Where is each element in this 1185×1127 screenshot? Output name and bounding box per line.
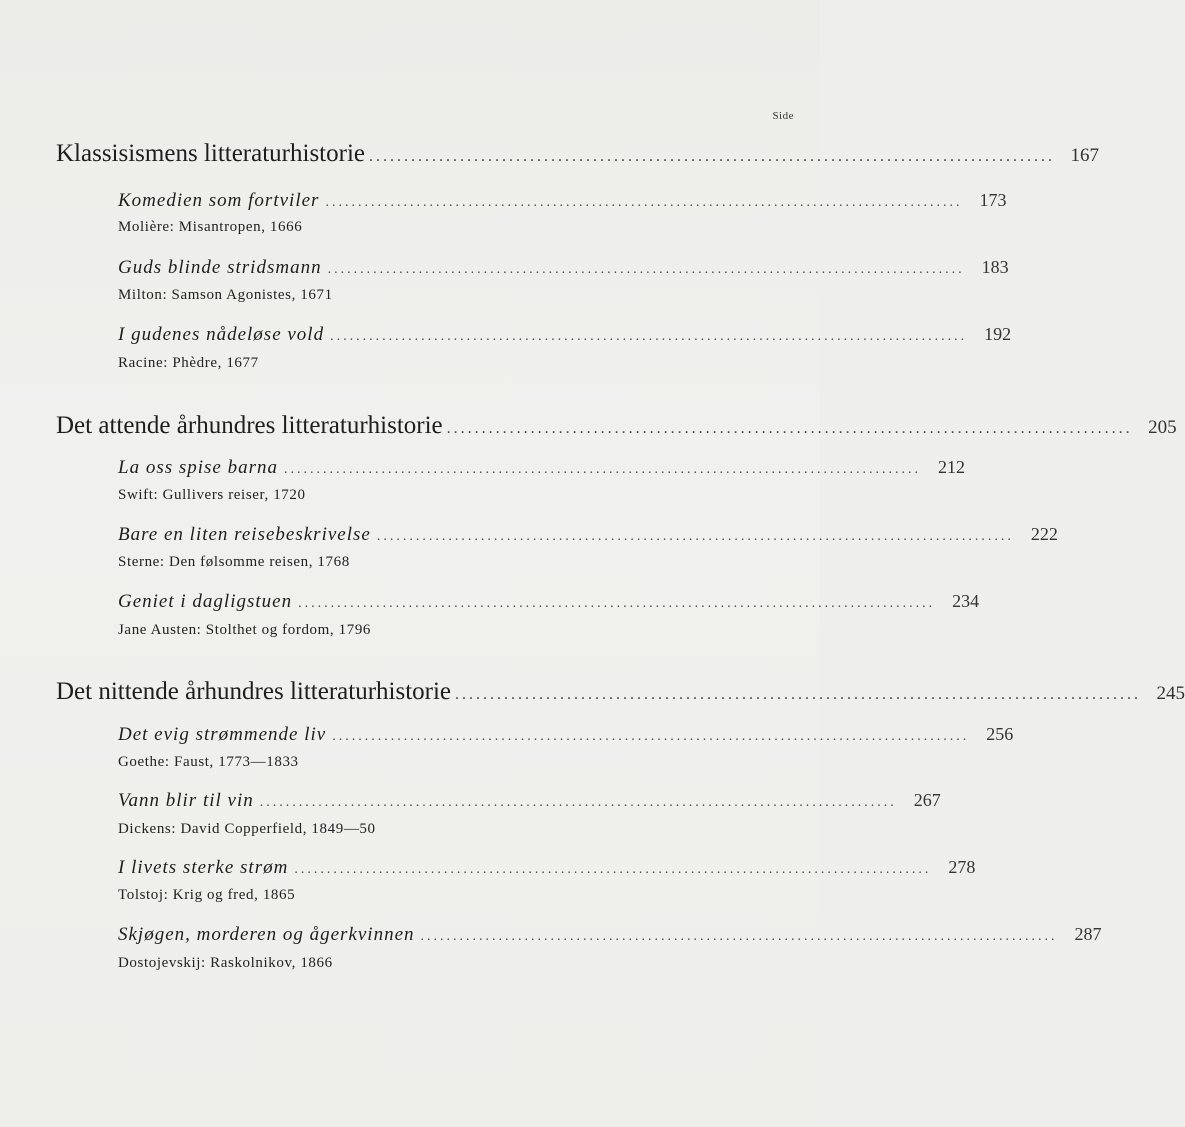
entry-page-number: 192 xyxy=(984,324,1012,344)
entry-page-number: 256 xyxy=(986,724,1014,744)
entry-page-number: 267 xyxy=(913,790,941,810)
section-heading-attende xyxy=(56,412,1177,448)
entry-page-number: 222 xyxy=(1030,524,1058,544)
section-title: Det nittende århundres litteraturhistorie xyxy=(56,678,452,705)
section-heading-nittende xyxy=(56,678,1185,714)
section-page-number: 167 xyxy=(1070,145,1099,166)
dot-leader: .................................................................................................. xyxy=(325,195,963,210)
section-title: Klassisismens litteraturhistorie xyxy=(56,140,365,167)
entry-source: Dostojevskij: Raskolnikov, 1866 xyxy=(118,955,333,971)
dot-leader: .................................................................................................. xyxy=(446,420,1133,437)
entry-page-number: 287 xyxy=(1074,924,1102,944)
entry-page-number: 183 xyxy=(981,257,1009,277)
entry-title: Geniet i dagligstuen xyxy=(118,591,293,612)
entry-page-number: 212 xyxy=(938,457,965,477)
entry-page-number: 278 xyxy=(948,857,976,877)
entry-title: Guds blinde stridsmann xyxy=(118,257,322,278)
section-title: Det attende århundres litteraturhistorie xyxy=(56,412,443,439)
toc-entry xyxy=(118,857,976,883)
section-page-number: 245 xyxy=(1156,683,1185,704)
entry-title: La oss spise barna xyxy=(118,457,278,478)
entry-source: Molière: Misantropen, 1666 xyxy=(118,219,303,235)
toc-entry xyxy=(118,591,980,617)
dot-leader: .................................................................................................. xyxy=(298,596,936,611)
toc-entry xyxy=(118,924,1102,950)
entry-page-number: 173 xyxy=(979,190,1007,210)
entry-title: Skjøgen, morderen og ågerkvinnen xyxy=(118,924,415,945)
entry-source: Racine: Phèdre, 1677 xyxy=(118,355,259,371)
dot-leader: .................................................................................................. xyxy=(420,929,1058,944)
entry-source: Milton: Samson Agonistes, 1671 xyxy=(118,287,333,303)
toc-entry xyxy=(118,457,965,483)
entry-title: I livets sterke strøm xyxy=(118,857,289,878)
dot-leader: .................................................................................................. xyxy=(332,729,970,744)
dot-leader: .................................................................................................. xyxy=(330,329,968,344)
entry-page-number: 234 xyxy=(952,591,980,611)
section-page-number: 205 xyxy=(1148,417,1177,438)
toc-entry xyxy=(118,524,1058,550)
toc-entry xyxy=(118,790,941,816)
dot-leader: .................................................................................................. xyxy=(259,795,897,810)
entry-title: Komedien som fortviler xyxy=(118,190,320,211)
dot-leader: .................................................................................................. xyxy=(368,148,1055,165)
entry-source: Sterne: Den følsomme reisen, 1768 xyxy=(118,554,350,570)
entry-source: Tolstoj: Krig og fred, 1865 xyxy=(118,887,296,903)
entry-title: I gudenes nådeløse vold xyxy=(118,324,325,345)
dot-leader: .................................................................................................. xyxy=(455,686,1142,703)
entry-source: Goethe: Faust, 1773—1833 xyxy=(118,754,299,770)
dot-leader: .................................................................................................. xyxy=(284,462,921,477)
dot-leader: .................................................................................................. xyxy=(327,262,965,277)
entry-title: Vann blir til vin xyxy=(118,790,254,811)
entry-source: Swift: Gullivers reiser, 1720 xyxy=(118,487,306,503)
entry-source: Dickens: David Copperfield, 1849—50 xyxy=(118,821,376,837)
section-heading-klassisismens xyxy=(56,140,1099,176)
dot-leader: .................................................................................................. xyxy=(376,529,1014,544)
toc-entry xyxy=(118,324,1012,350)
toc-entry xyxy=(118,257,1009,283)
toc-entry xyxy=(118,724,1014,750)
entry-source: Jane Austen: Stolthet og fordom, 1796 xyxy=(118,622,372,638)
entry-title: Det evig strømmende liv xyxy=(118,724,327,745)
toc-entry xyxy=(118,190,1007,216)
dot-leader: .................................................................................................. xyxy=(294,862,932,877)
entry-title: Bare en liten reisebeskrivelse xyxy=(118,524,371,545)
page-column-label: Side xyxy=(772,110,794,122)
